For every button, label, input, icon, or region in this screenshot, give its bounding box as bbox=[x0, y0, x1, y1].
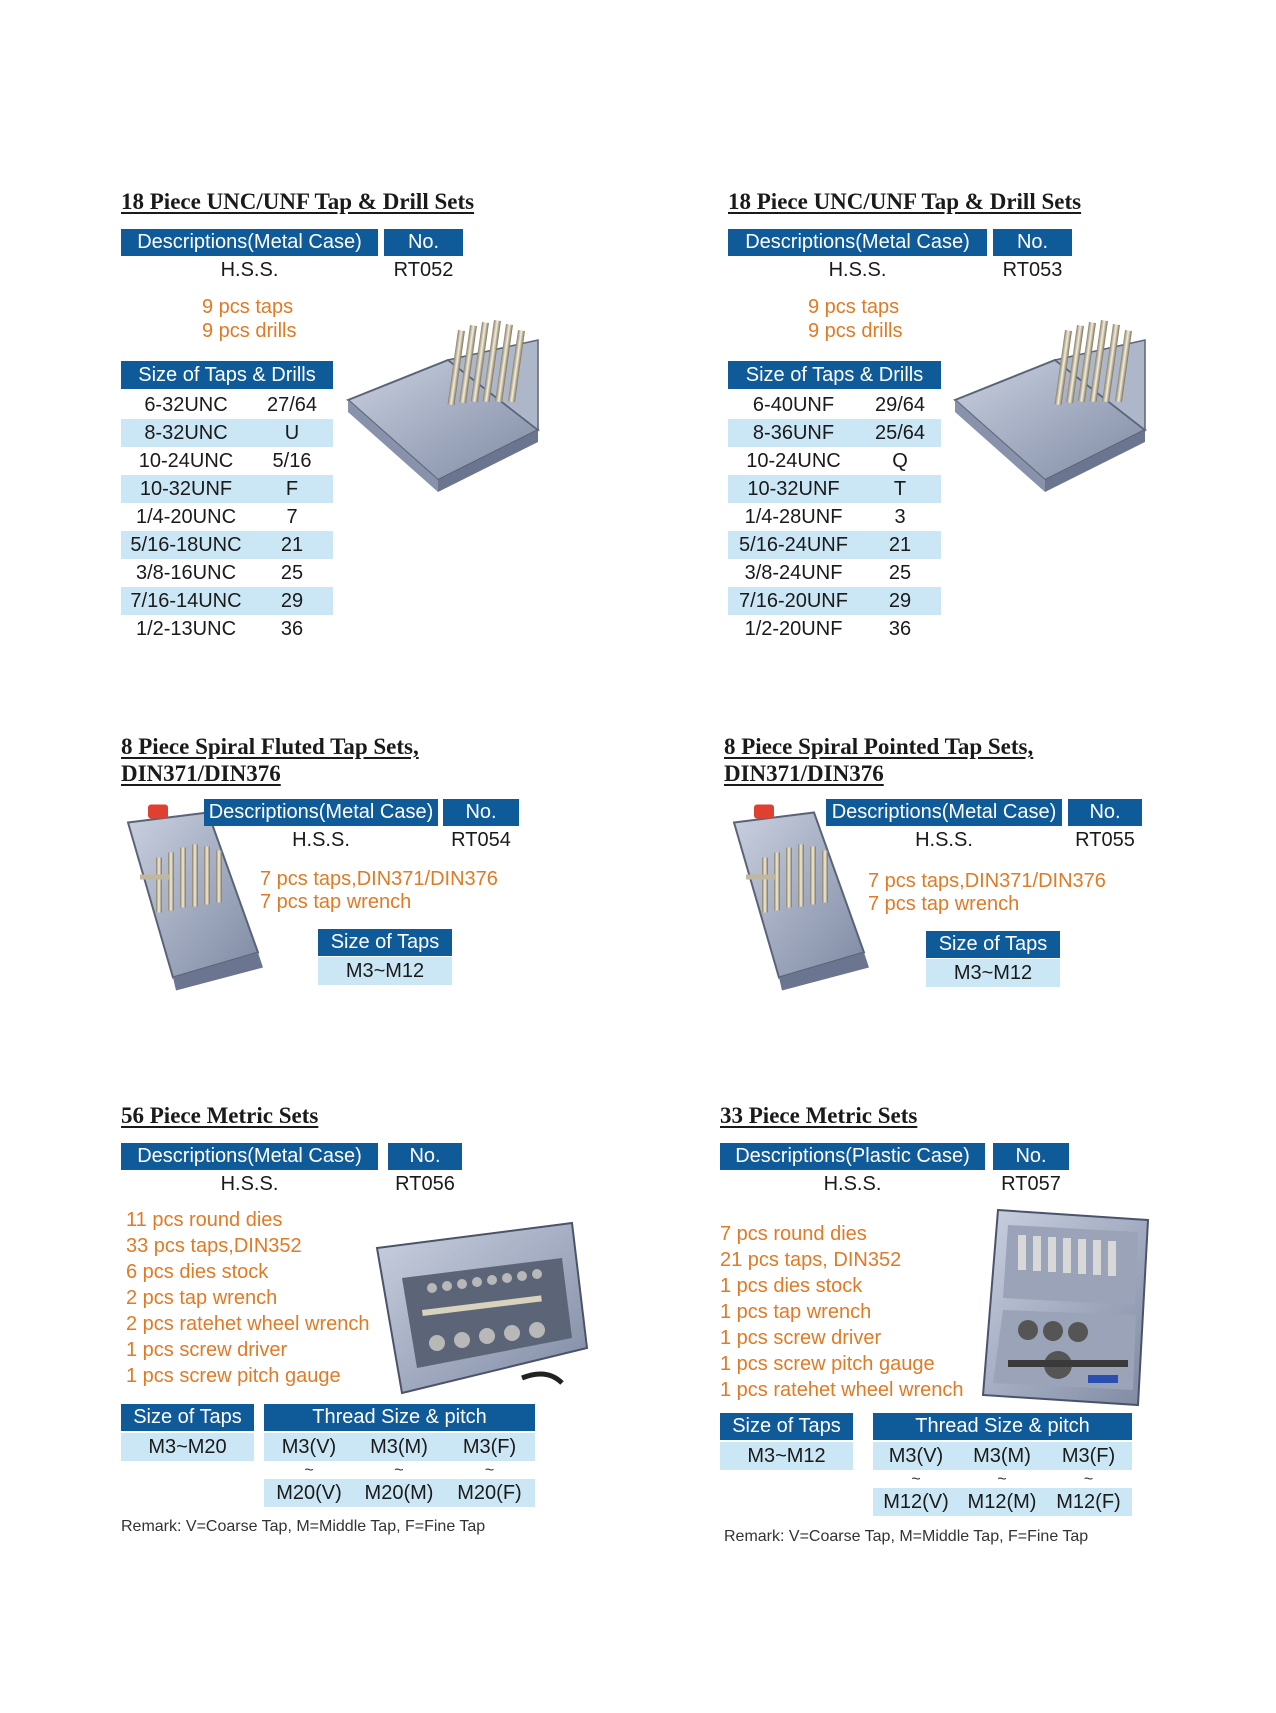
rt053-sizes-header: Size of Taps & Drills bbox=[728, 361, 941, 389]
rt052-content-2: 9 pcs drills bbox=[202, 320, 297, 342]
tap-size: 6-32UNC bbox=[144, 394, 228, 416]
rt057-title: 33 Piece Metric Sets bbox=[720, 1103, 918, 1128]
range-tilde: ~ bbox=[394, 1462, 404, 1479]
rt056-size-header: Size of Taps bbox=[121, 1404, 254, 1431]
rt052-content-1: 9 pcs taps bbox=[202, 296, 294, 318]
table-row bbox=[121, 587, 333, 615]
rt052-number: RT052 bbox=[393, 259, 454, 281]
rt056-material: H.S.S. bbox=[220, 1173, 279, 1195]
tap-size: 3/8-24UNF bbox=[744, 562, 843, 584]
rt056-content-6: 1 pcs screw driver bbox=[126, 1339, 288, 1361]
rt054-number: RT054 bbox=[451, 829, 511, 851]
table-row bbox=[728, 531, 941, 559]
table-row bbox=[728, 587, 941, 615]
rt055-no-header: No. bbox=[1068, 799, 1142, 826]
tap-size: 1/2-20UNF bbox=[744, 618, 843, 640]
rt052-sizes-header: Size of Taps & Drills bbox=[121, 361, 333, 389]
rt056-content-7: 1 pcs screw pitch gauge bbox=[126, 1365, 341, 1387]
rt053-number: RT053 bbox=[1002, 259, 1063, 281]
tap-size: 5/16-18UNC bbox=[130, 534, 242, 556]
metric-set-photo bbox=[372, 1218, 592, 1398]
drill-size: 27/64 bbox=[266, 394, 318, 416]
rt057-content-1: 7 pcs round dies bbox=[720, 1223, 867, 1245]
rt053-sizes-table bbox=[728, 391, 941, 643]
drill-size: 25 bbox=[888, 562, 912, 584]
rt054-size-value: M3~M12 bbox=[318, 957, 452, 985]
rt054-content-1: 7 pcs taps,DIN371/DIN376 bbox=[260, 868, 498, 890]
rt056-size-value: M3~M20 bbox=[121, 1433, 254, 1461]
rt057-remark: Remark: V=Coarse Tap, M=Middle Tap, F=Fine Tap bbox=[724, 1528, 1089, 1545]
drill-size: 21 bbox=[280, 534, 304, 556]
rt056-remark: Remark: V=Coarse Tap, M=Middle Tap, F=Fine Tap bbox=[121, 1518, 486, 1535]
rt053-title: 18 Piece UNC/UNF Tap & Drill Sets bbox=[728, 189, 1082, 214]
tap-size: 7/16-14UNC bbox=[130, 590, 242, 612]
thread-size-m: M12(M) bbox=[967, 1491, 1037, 1513]
tap-size: 10-32UNF bbox=[139, 478, 233, 500]
rt057-content-7: 1 pcs ratehet wheel wrench bbox=[720, 1379, 964, 1401]
table-row bbox=[728, 447, 941, 475]
tap-size: 3/8-16UNC bbox=[135, 562, 237, 584]
rt055-title-line2: DIN371/DIN376 bbox=[724, 761, 884, 786]
tap-size: 7/16-20UNF bbox=[739, 590, 848, 612]
range-tilde: ~ bbox=[484, 1462, 495, 1479]
range-tilde: ~ bbox=[1083, 1471, 1094, 1488]
drill-size: F bbox=[285, 478, 299, 500]
thread-size-f: M3(F) bbox=[462, 1436, 517, 1458]
range-tilde: ~ bbox=[304, 1462, 314, 1479]
rt052-desc-header: Descriptions(Metal Case) bbox=[121, 229, 378, 256]
thread-size-v: M3(V) bbox=[281, 1436, 337, 1458]
rt053-material: H.S.S. bbox=[828, 259, 887, 281]
table-row bbox=[728, 419, 941, 447]
tap-size: 8-36UNF bbox=[752, 422, 835, 444]
tap-size: 10-24UNC bbox=[746, 450, 841, 472]
rt053-content-1: 9 pcs taps bbox=[808, 296, 900, 318]
tap-size: 1/4-28UNF bbox=[744, 506, 843, 528]
rt055-size-header: Size of Taps bbox=[926, 931, 1060, 958]
rt056-number: RT056 bbox=[395, 1173, 455, 1195]
rt055-size-value: M3~M12 bbox=[926, 959, 1060, 987]
drill-size: 29/64 bbox=[874, 394, 926, 416]
drill-size: 21 bbox=[888, 534, 912, 556]
rt054-size-header: Size of Taps bbox=[318, 929, 452, 956]
rt057-content-2: 21 pcs taps, DIN352 bbox=[720, 1249, 902, 1271]
rt053-no-header: No. bbox=[993, 229, 1072, 256]
drill-size: U bbox=[284, 422, 300, 444]
rt054-title-line2: DIN371/DIN376 bbox=[121, 761, 281, 786]
rt056-thread-header: Thread Size & pitch bbox=[264, 1404, 535, 1431]
rt056-content-4: 2 pcs tap wrench bbox=[126, 1287, 278, 1309]
thread-size-m: M3(M) bbox=[973, 1445, 1031, 1467]
drill-size: 29 bbox=[280, 590, 304, 612]
rt055-content-1: 7 pcs taps,DIN371/DIN376 bbox=[868, 870, 1106, 892]
thread-size-v: M3(V) bbox=[888, 1445, 944, 1467]
rt056-title: 56 Piece Metric Sets bbox=[121, 1103, 319, 1128]
rt057-content-3: 1 pcs dies stock bbox=[720, 1275, 863, 1297]
rt057-number: RT057 bbox=[1001, 1173, 1061, 1195]
thread-size-f: M20(F) bbox=[457, 1482, 522, 1504]
rt054-content-2: 7 pcs tap wrench bbox=[260, 891, 412, 913]
table-row bbox=[728, 559, 941, 587]
rt057-no-header: No. bbox=[993, 1143, 1069, 1170]
tap-drill-set-photo bbox=[945, 320, 1155, 510]
table-row bbox=[121, 419, 333, 447]
rt056-content-5: 2 pcs ratehet wheel wrench bbox=[126, 1313, 370, 1335]
rt057-thread-header: Thread Size & pitch bbox=[873, 1413, 1132, 1440]
drill-size: Q bbox=[892, 450, 908, 472]
table-row bbox=[728, 475, 941, 503]
table-row bbox=[121, 391, 333, 419]
tap-size: 10-32UNF bbox=[747, 478, 840, 500]
rt055-material: H.S.S. bbox=[915, 829, 973, 851]
drill-size: 7 bbox=[286, 506, 298, 528]
table-row bbox=[728, 391, 941, 419]
rt054-desc-header: Descriptions(Metal Case) bbox=[204, 799, 438, 826]
tap-size: 5/16-24UNF bbox=[739, 534, 848, 556]
rt055-desc-header: Descriptions(Metal Case) bbox=[826, 799, 1062, 826]
thread-size-f: M12(F) bbox=[1056, 1491, 1121, 1513]
range-tilde: ~ bbox=[997, 1471, 1007, 1488]
table-row bbox=[728, 615, 941, 643]
drill-size: 36 bbox=[888, 618, 912, 640]
rt054-no-header: No. bbox=[443, 799, 519, 826]
rt053-content-2: 9 pcs drills bbox=[808, 320, 903, 342]
rt055-content-2: 7 pcs tap wrench bbox=[868, 893, 1020, 915]
rt057-content-6: 1 pcs screw pitch gauge bbox=[720, 1353, 935, 1375]
rt052-title: 18 Piece UNC/UNF Tap & Drill Sets bbox=[121, 189, 475, 214]
rt054-material: H.S.S. bbox=[292, 829, 350, 851]
tap-size: 10-24UNC bbox=[138, 450, 234, 472]
tap-size: 6-40UNF bbox=[752, 394, 835, 416]
table-row bbox=[121, 531, 333, 559]
rt056-no-header: No. bbox=[388, 1143, 462, 1170]
rt052-no-header: No. bbox=[384, 229, 463, 256]
range-tilde: ~ bbox=[911, 1471, 921, 1488]
table-row bbox=[121, 559, 333, 587]
table-row bbox=[121, 615, 333, 643]
rt057-desc-header: Descriptions(Plastic Case) bbox=[720, 1143, 985, 1170]
rt057-content-4: 1 pcs tap wrench bbox=[720, 1301, 872, 1323]
metric-set-case-photo bbox=[978, 1200, 1164, 1415]
tap-size: 1/2-13UNC bbox=[135, 618, 237, 640]
rt053-desc-header: Descriptions(Metal Case) bbox=[728, 229, 987, 256]
thread-size-f: M3(F) bbox=[1061, 1445, 1116, 1467]
table-row bbox=[121, 503, 333, 531]
thread-size-m: M3(M) bbox=[370, 1436, 428, 1458]
rt055-title-line1: 8 Piece Spiral Pointed Tap Sets, bbox=[724, 734, 1034, 759]
tap-drill-set-photo bbox=[338, 320, 548, 510]
thread-size-v: M12(V) bbox=[883, 1491, 949, 1513]
rt057-material: H.S.S. bbox=[823, 1173, 882, 1195]
tap-size: 1/4-20UNC bbox=[135, 506, 237, 528]
drill-size: 25/64 bbox=[874, 422, 926, 444]
table-row bbox=[121, 475, 333, 503]
rt056-content-2: 33 pcs taps,DIN352 bbox=[126, 1235, 302, 1257]
rt056-content-1: 11 pcs round dies bbox=[126, 1209, 283, 1231]
rt056-content-3: 6 pcs dies stock bbox=[126, 1261, 269, 1283]
thread-size-m: M20(M) bbox=[364, 1482, 434, 1504]
drill-size: T bbox=[893, 478, 907, 500]
rt052-material: H.S.S. bbox=[220, 259, 279, 281]
drill-size: 25 bbox=[280, 562, 304, 584]
rt057-content-5: 1 pcs screw driver bbox=[720, 1327, 882, 1349]
rt054-title-line1: 8 Piece Spiral Fluted Tap Sets, bbox=[121, 734, 419, 759]
rt055-number: RT055 bbox=[1075, 829, 1135, 851]
drill-size: 36 bbox=[280, 618, 304, 640]
rt056-desc-header: Descriptions(Metal Case) bbox=[121, 1143, 378, 1170]
drill-size: 29 bbox=[888, 590, 912, 612]
table-row bbox=[728, 503, 941, 531]
drill-size: 5/16 bbox=[272, 450, 312, 472]
thread-size-v: M20(V) bbox=[276, 1482, 342, 1504]
rt052-sizes-table bbox=[121, 391, 333, 643]
table-row bbox=[121, 447, 333, 475]
rt057-size-value: M3~M12 bbox=[720, 1442, 853, 1470]
tap-size: 8-32UNC bbox=[144, 422, 228, 444]
drill-size: 3 bbox=[894, 506, 906, 528]
rt057-size-header: Size of Taps bbox=[720, 1413, 853, 1440]
